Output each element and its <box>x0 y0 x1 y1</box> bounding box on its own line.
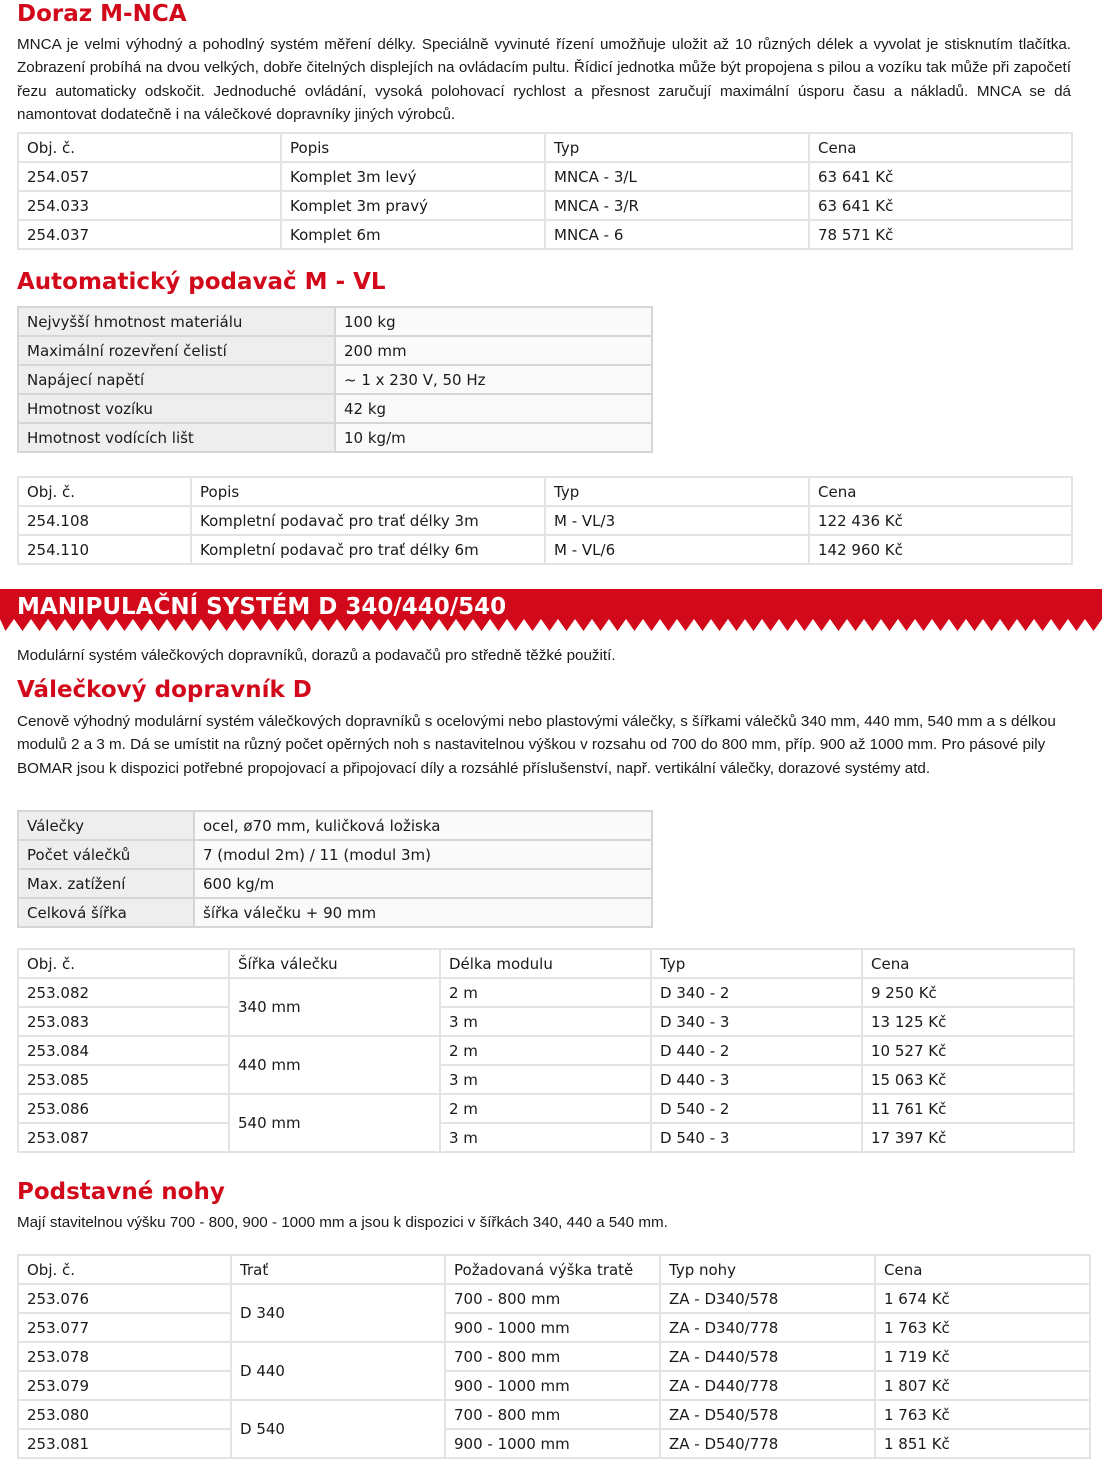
cell-price: 122 436 Kč <box>809 506 1072 535</box>
spec-label: Hmotnost vozíku <box>18 394 335 423</box>
table-row <box>18 1007 1074 1036</box>
cell-description: Kompletní podavač pro trať délky 6m <box>191 535 545 564</box>
cell-order-number: 253.079 <box>18 1371 231 1400</box>
cell-module-length: 2 m <box>440 1036 651 1065</box>
cell-price: 10 527 Kč <box>862 1036 1074 1065</box>
spec-value: ~ 1 x 230 V, 50 Hz <box>335 365 652 394</box>
table-header-row <box>18 133 1072 162</box>
spec-label: Max. zatížení <box>18 869 194 898</box>
cell-order-number: 253.077 <box>18 1313 231 1342</box>
spec-label: Napájecí napětí <box>18 365 335 394</box>
cell-leg-type: ZA - D440/778 <box>660 1371 875 1400</box>
cell-track: D 340 <box>231 1284 445 1342</box>
spec-row <box>18 869 652 898</box>
cell-order-number: 253.081 <box>18 1429 231 1458</box>
roller-title: Válečkový dopravník D <box>17 677 312 703</box>
spec-label: Válečky <box>18 811 194 840</box>
spec-value: 100 kg <box>335 307 652 336</box>
spec-label: Počet válečků <box>18 840 194 869</box>
cell-required-height: 900 - 1000 mm <box>445 1429 660 1458</box>
mvl-spec-table <box>17 306 653 453</box>
section-banner <box>0 589 1102 631</box>
spec-value: šířka válečku + 90 mm <box>194 898 652 927</box>
table-header-cell: Obj. č. <box>18 1255 231 1284</box>
cell-module-length: 2 m <box>440 1094 651 1123</box>
cell-leg-type: ZA - D440/578 <box>660 1342 875 1371</box>
cell-price: 1 674 Kč <box>875 1284 1090 1313</box>
table-header-cell: Obj. č. <box>18 477 191 506</box>
table-row <box>18 535 1072 564</box>
cell-order-number: 253.076 <box>18 1284 231 1313</box>
table-header-cell: Typ <box>651 949 862 978</box>
spec-row <box>18 811 652 840</box>
cell-description: Kompletní podavač pro trať délky 3m <box>191 506 545 535</box>
cell-price: 9 250 Kč <box>862 978 1074 1007</box>
roller-price-table <box>17 948 1075 1153</box>
table-row <box>18 220 1072 249</box>
table-row <box>18 1094 1074 1123</box>
table-header-cell: Cena <box>875 1255 1090 1284</box>
cell-price: 13 125 Kč <box>862 1007 1074 1036</box>
table-header-cell: Délka modulu <box>440 949 651 978</box>
table-header-cell: Šířka válečku <box>229 949 440 978</box>
spec-value: 7 (modul 2m) / 11 (modul 3m) <box>194 840 652 869</box>
mvl-title: Automatický podavač M - VL <box>17 269 386 295</box>
table-row <box>18 1065 1074 1094</box>
spec-row <box>18 898 652 927</box>
cell-price: 142 960 Kč <box>809 535 1072 564</box>
cell-order-number: 254.057 <box>18 162 281 191</box>
table-header-cell: Popis <box>191 477 545 506</box>
cell-required-height: 900 - 1000 mm <box>445 1313 660 1342</box>
spec-value: 42 kg <box>335 394 652 423</box>
table-header-row <box>18 949 1074 978</box>
cell-required-height: 900 - 1000 mm <box>445 1371 660 1400</box>
mvl-price-table <box>17 476 1073 565</box>
cell-type: D 340 - 3 <box>651 1007 862 1036</box>
cell-required-height: 700 - 800 mm <box>445 1400 660 1429</box>
cell-leg-type: ZA - D540/778 <box>660 1429 875 1458</box>
table-header-cell: Popis <box>281 133 545 162</box>
table-header-row <box>18 1255 1090 1284</box>
table-row <box>18 506 1072 535</box>
table-row <box>18 1342 1090 1371</box>
cell-price: 1 763 Kč <box>875 1400 1090 1429</box>
table-header-row <box>18 477 1072 506</box>
cell-price: 1 851 Kč <box>875 1429 1090 1458</box>
table-header-cell: Cena <box>809 477 1072 506</box>
cell-module-length: 2 m <box>440 978 651 1007</box>
mnca-description: MNCA je velmi výhodný a pohodlný systém měření délky. Speciálně vyvinuté řízení umožňuje uložit až 10 různých délek a vyvolat je stisknutím tlačítka. Zobrazení probíhá na dvou velkých, dobře čitelných displejích na ovládacím pultu. Řídicí jednotka může být propojena s pilou a vozíku tak může při započetí řezu automaticky odskočit. Jednoduché ovládání, vysoká polohovací rychlost a přesnost zaručují maximální úsporu času a nákladů. MNCA se dá namontovat dodatečně i na válečkové dopravníky jiných výrobců. <box>17 36 1071 123</box>
cell-type: D 440 - 2 <box>651 1036 862 1065</box>
cell-module-length: 3 m <box>440 1007 651 1036</box>
cell-type: D 340 - 2 <box>651 978 862 1007</box>
cell-type: MNCA - 3/L <box>545 162 809 191</box>
cell-price: 1 763 Kč <box>875 1313 1090 1342</box>
table-row <box>18 978 1074 1007</box>
spec-row <box>18 840 652 869</box>
table-header-cell: Obj. č. <box>18 133 281 162</box>
cell-price: 63 641 Kč <box>809 162 1072 191</box>
spec-value: 200 mm <box>335 336 652 365</box>
cell-roller-width: 540 mm <box>229 1094 440 1152</box>
mnca-price-table <box>17 132 1073 250</box>
table-header-cell: Cena <box>809 133 1072 162</box>
spec-row <box>18 365 652 394</box>
spec-value: ocel, ø70 mm, kuličková ložiska <box>194 811 652 840</box>
cell-module-length: 3 m <box>440 1123 651 1152</box>
cell-track: D 540 <box>231 1400 445 1458</box>
cell-order-number: 253.083 <box>18 1007 229 1036</box>
cell-price: 1 719 Kč <box>875 1342 1090 1371</box>
table-row <box>18 1036 1074 1065</box>
legs-price-table <box>17 1254 1091 1459</box>
cell-type: D 540 - 2 <box>651 1094 862 1123</box>
table-row <box>18 1429 1090 1458</box>
cell-price: 15 063 Kč <box>862 1065 1074 1094</box>
cell-roller-width: 340 mm <box>229 978 440 1036</box>
roller-spec-table <box>17 810 653 928</box>
table-header-cell: Typ <box>545 133 809 162</box>
cell-order-number: 253.086 <box>18 1094 229 1123</box>
cell-required-height: 700 - 800 mm <box>445 1284 660 1313</box>
table-row <box>18 1284 1090 1313</box>
table-header-cell: Obj. č. <box>18 949 229 978</box>
cell-description: Komplet 3m pravý <box>281 191 545 220</box>
cell-order-number: 253.085 <box>18 1065 229 1094</box>
cell-order-number: 254.033 <box>18 191 281 220</box>
cell-type: D 440 - 3 <box>651 1065 862 1094</box>
banner-title: MANIPULAČNÍ SYSTÉM D 340/440/540 <box>17 594 507 620</box>
spec-label: Maximální rozevření čelistí <box>18 336 335 365</box>
cell-price: 1 807 Kč <box>875 1371 1090 1400</box>
mnca-title: Doraz M-NCA <box>17 1 187 27</box>
cell-order-number: 254.037 <box>18 220 281 249</box>
cell-track: D 440 <box>231 1342 445 1400</box>
cell-type: M - VL/6 <box>545 535 809 564</box>
spec-value: 10 kg/m <box>335 423 652 452</box>
cell-type: D 540 - 3 <box>651 1123 862 1152</box>
cell-type: MNCA - 6 <box>545 220 809 249</box>
cell-price: 17 397 Kč <box>862 1123 1074 1152</box>
spec-value: 600 kg/m <box>194 869 652 898</box>
cell-type: MNCA - 3/R <box>545 191 809 220</box>
cell-order-number: 254.110 <box>18 535 191 564</box>
table-row <box>18 1123 1074 1152</box>
cell-price: 78 571 Kč <box>809 220 1072 249</box>
cell-order-number: 253.084 <box>18 1036 229 1065</box>
cell-order-number: 253.082 <box>18 978 229 1007</box>
system-intro: Modulární systém válečkových dopravníků, dorazů a podavačů pro středně těžké použití. <box>17 647 616 664</box>
table-header-cell: Typ nohy <box>660 1255 875 1284</box>
spec-label: Celková šířka <box>18 898 194 927</box>
cell-price: 63 641 Kč <box>809 191 1072 220</box>
cell-order-number: 253.080 <box>18 1400 231 1429</box>
cell-description: Komplet 6m <box>281 220 545 249</box>
cell-leg-type: ZA - D540/578 <box>660 1400 875 1429</box>
table-header-cell: Požadovaná výška tratě <box>445 1255 660 1284</box>
table-header-cell: Trať <box>231 1255 445 1284</box>
legs-description: Mají stavitelnou výšku 700 - 800, 900 - 1000 mm a jsou k dispozici v šířkách 340, 440 a 540 mm. <box>17 1214 668 1231</box>
cell-module-length: 3 m <box>440 1065 651 1094</box>
spec-label: Hmotnost vodících lišt <box>18 423 335 452</box>
cell-required-height: 700 - 800 mm <box>445 1342 660 1371</box>
spec-row <box>18 394 652 423</box>
cell-order-number: 253.087 <box>18 1123 229 1152</box>
spec-row <box>18 423 652 452</box>
cell-type: M - VL/3 <box>545 506 809 535</box>
cell-leg-type: ZA - D340/778 <box>660 1313 875 1342</box>
table-row <box>18 1400 1090 1429</box>
table-row <box>18 162 1072 191</box>
table-row <box>18 1313 1090 1342</box>
table-header-cell: Cena <box>862 949 1074 978</box>
spec-label: Nejvyšší hmotnost materiálu <box>18 307 335 336</box>
cell-order-number: 253.078 <box>18 1342 231 1371</box>
cell-leg-type: ZA - D340/578 <box>660 1284 875 1313</box>
roller-description: Cenově výhodný modulární systém válečkových dopravníků s ocelovými nebo plastovými válečky, s šířkami válečků 340 mm, 440 mm, 540 mm a s délkou modulů 2 a 3 m. Dá se umístit na různý počet opěrných noh s nastavitelnou výškou v rozsahu od 700 do 800 mm, příp. 900 až 1000 mm. Pro pásové pily BOMAR jsou k dispozici potřebné propojovací a připojovací díly a rozsáhlé příslušenství, např. vertikální válečky, dorazové systémy atd. <box>17 713 1056 777</box>
cell-roller-width: 440 mm <box>229 1036 440 1094</box>
cell-description: Komplet 3m levý <box>281 162 545 191</box>
spec-row <box>18 336 652 365</box>
cell-order-number: 254.108 <box>18 506 191 535</box>
table-row <box>18 1371 1090 1400</box>
legs-title: Podstavné nohy <box>17 1179 225 1205</box>
spec-row <box>18 307 652 336</box>
cell-price: 11 761 Kč <box>862 1094 1074 1123</box>
table-header-cell: Typ <box>545 477 809 506</box>
table-row <box>18 191 1072 220</box>
